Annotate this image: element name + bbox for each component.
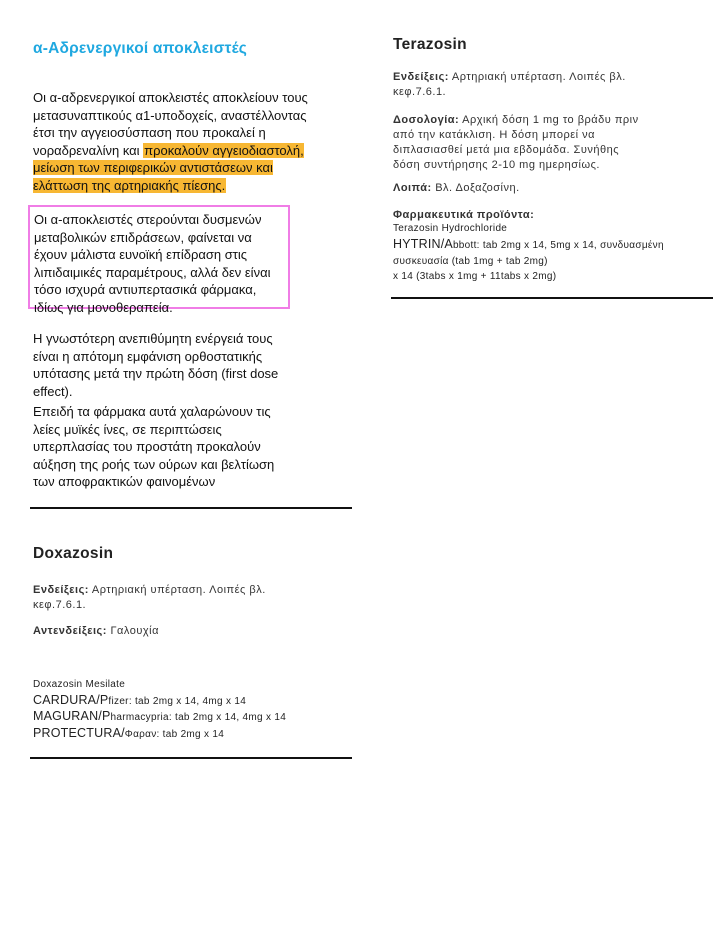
side-effect-paragraph: Η γνωστότερη ανεπιθύμητη ενέργειά τους είναι η απότομη εμφάνιση ορθοστατικής υπότασης μετά την πρώτη δόση (first dose effect).	[33, 331, 279, 399]
terazosin-title: Terazosin	[393, 36, 467, 53]
doxazosin-products	[33, 678, 333, 742]
doxazosin-title: Doxazosin	[33, 545, 114, 562]
product-detail: harmacypria: tab 2mg x 14, 4mg x 14	[110, 712, 287, 723]
doxazosin-product	[33, 693, 333, 710]
doxazosin-product	[33, 726, 333, 743]
terazosin-indications-text: Αρτηριακή υπέρταση. Λοιπές βλ. κεφ.7.6.1.	[393, 71, 626, 98]
intro-highlight: προκαλούν αγγειοδιαστολή, μείωση των περιφερικών αντιστάσεων και ελάττωση της αρτηριακής πίεσης.	[33, 142, 304, 193]
product-detail: Φαραν: tab 2mg x 14	[124, 728, 225, 740]
doxazosin-contraindications	[33, 624, 283, 639]
terazosin-dosage	[393, 113, 643, 173]
divider	[30, 757, 352, 759]
doxazosin-indications	[33, 583, 283, 613]
divider	[30, 507, 352, 509]
doxazosin-indications-text: Αρτηριακή υπέρταση. Λοιπές βλ. κεφ.7.6.1.	[33, 584, 266, 611]
product-detail: bbott: tab 2mg x 14, 5mg x 14, συνδυασμένη συσκευασία (tab 1mg + tab 2mg)	[393, 239, 664, 267]
product-detail: fizer: tab 2mg x 14, 4mg x 14	[108, 695, 247, 707]
terazosin-salt: Terazosin Hydrochloride	[393, 223, 508, 234]
terazosin-product-pack: x 14 (3tabs x 1mg + 11tabs x 2mg)	[393, 270, 557, 282]
boxed-note	[28, 205, 290, 315]
doxazosin-product	[33, 709, 333, 726]
product-brand: CARDURA/P	[33, 692, 109, 707]
terazosin-products	[393, 222, 683, 284]
doxazosin-indications-label: Ενδείξεις:	[33, 584, 89, 596]
section-title: α-Αδρενεργικοί αποκλειστές	[33, 40, 248, 57]
terazosin-dosage-label: Δοσολογία:	[393, 114, 460, 126]
terazosin-product	[393, 237, 683, 270]
terazosin-indications-label: Ενδείξεις:	[393, 71, 449, 83]
terazosin-other	[393, 181, 643, 196]
doxazosin-contraindications-label: Αντενδείξεις:	[33, 625, 107, 637]
product-brand: PROTECTURA/	[33, 725, 125, 740]
boxed-note-text: Οι α-αποκλειστές στερούνται δυσμενών μεταβολικών επιδράσεων, φαίνεται να έχουν μάλιστα ευνοϊκή επίδραση στις λιπιδαιμικές παραμέτρους, αλλά δεν είναι τόσο ισχυρά αντιυπερτασικά φάρμακα, ιδίως για μονοθεραπεία.	[34, 212, 271, 315]
bph-paragraph: Επειδή τα φάρμακα αυτά χαλαρώνουν τις λείες μυϊκές ίνες, σε περιπτώσεις υπερπλασίας του προστάτη προκαλούν αύξηση της ροής των ούρων και βελτίωση των αποφρακτικών φαινομένων	[33, 404, 275, 489]
terazosin-products-label: Φαρμακευτικά προϊόντα:	[393, 209, 535, 221]
doxazosin-salt: Doxazosin Mesilate	[33, 679, 126, 690]
intro-paragraph	[33, 89, 323, 194]
doxazosin-contraindications-text: Γαλουχία	[110, 625, 159, 637]
divider	[391, 297, 713, 299]
product-brand: MAGURAN/P	[33, 709, 111, 723]
terazosin-other-label: Λοιπά:	[393, 182, 432, 194]
product-brand: HYTRIN/A	[393, 236, 453, 251]
terazosin-dosage-text: Αρχική δόση 1 mg το βράδυ πριν από την κατάκλιση. Η δόση μπορεί να διπλασιασθεί μετά μια εβδομάδα. Συνήθης δόση συντήρησης 2-10 mg ημερησίως.	[393, 114, 639, 171]
terazosin-products-heading	[393, 208, 693, 223]
intro-text: Οι α-αδρενεργικοί αποκλειστές αποκλείουν τους μετασυναπτικούς α1-υποδοχείς, αναστέλλοντας έτσι την αγγειοσύσπαση που προκαλεί η νοραδρεναλίνη και	[33, 90, 308, 158]
terazosin-indications	[393, 70, 638, 100]
terazosin-other-text: Βλ. Δοξαζοσίνη.	[435, 182, 520, 194]
